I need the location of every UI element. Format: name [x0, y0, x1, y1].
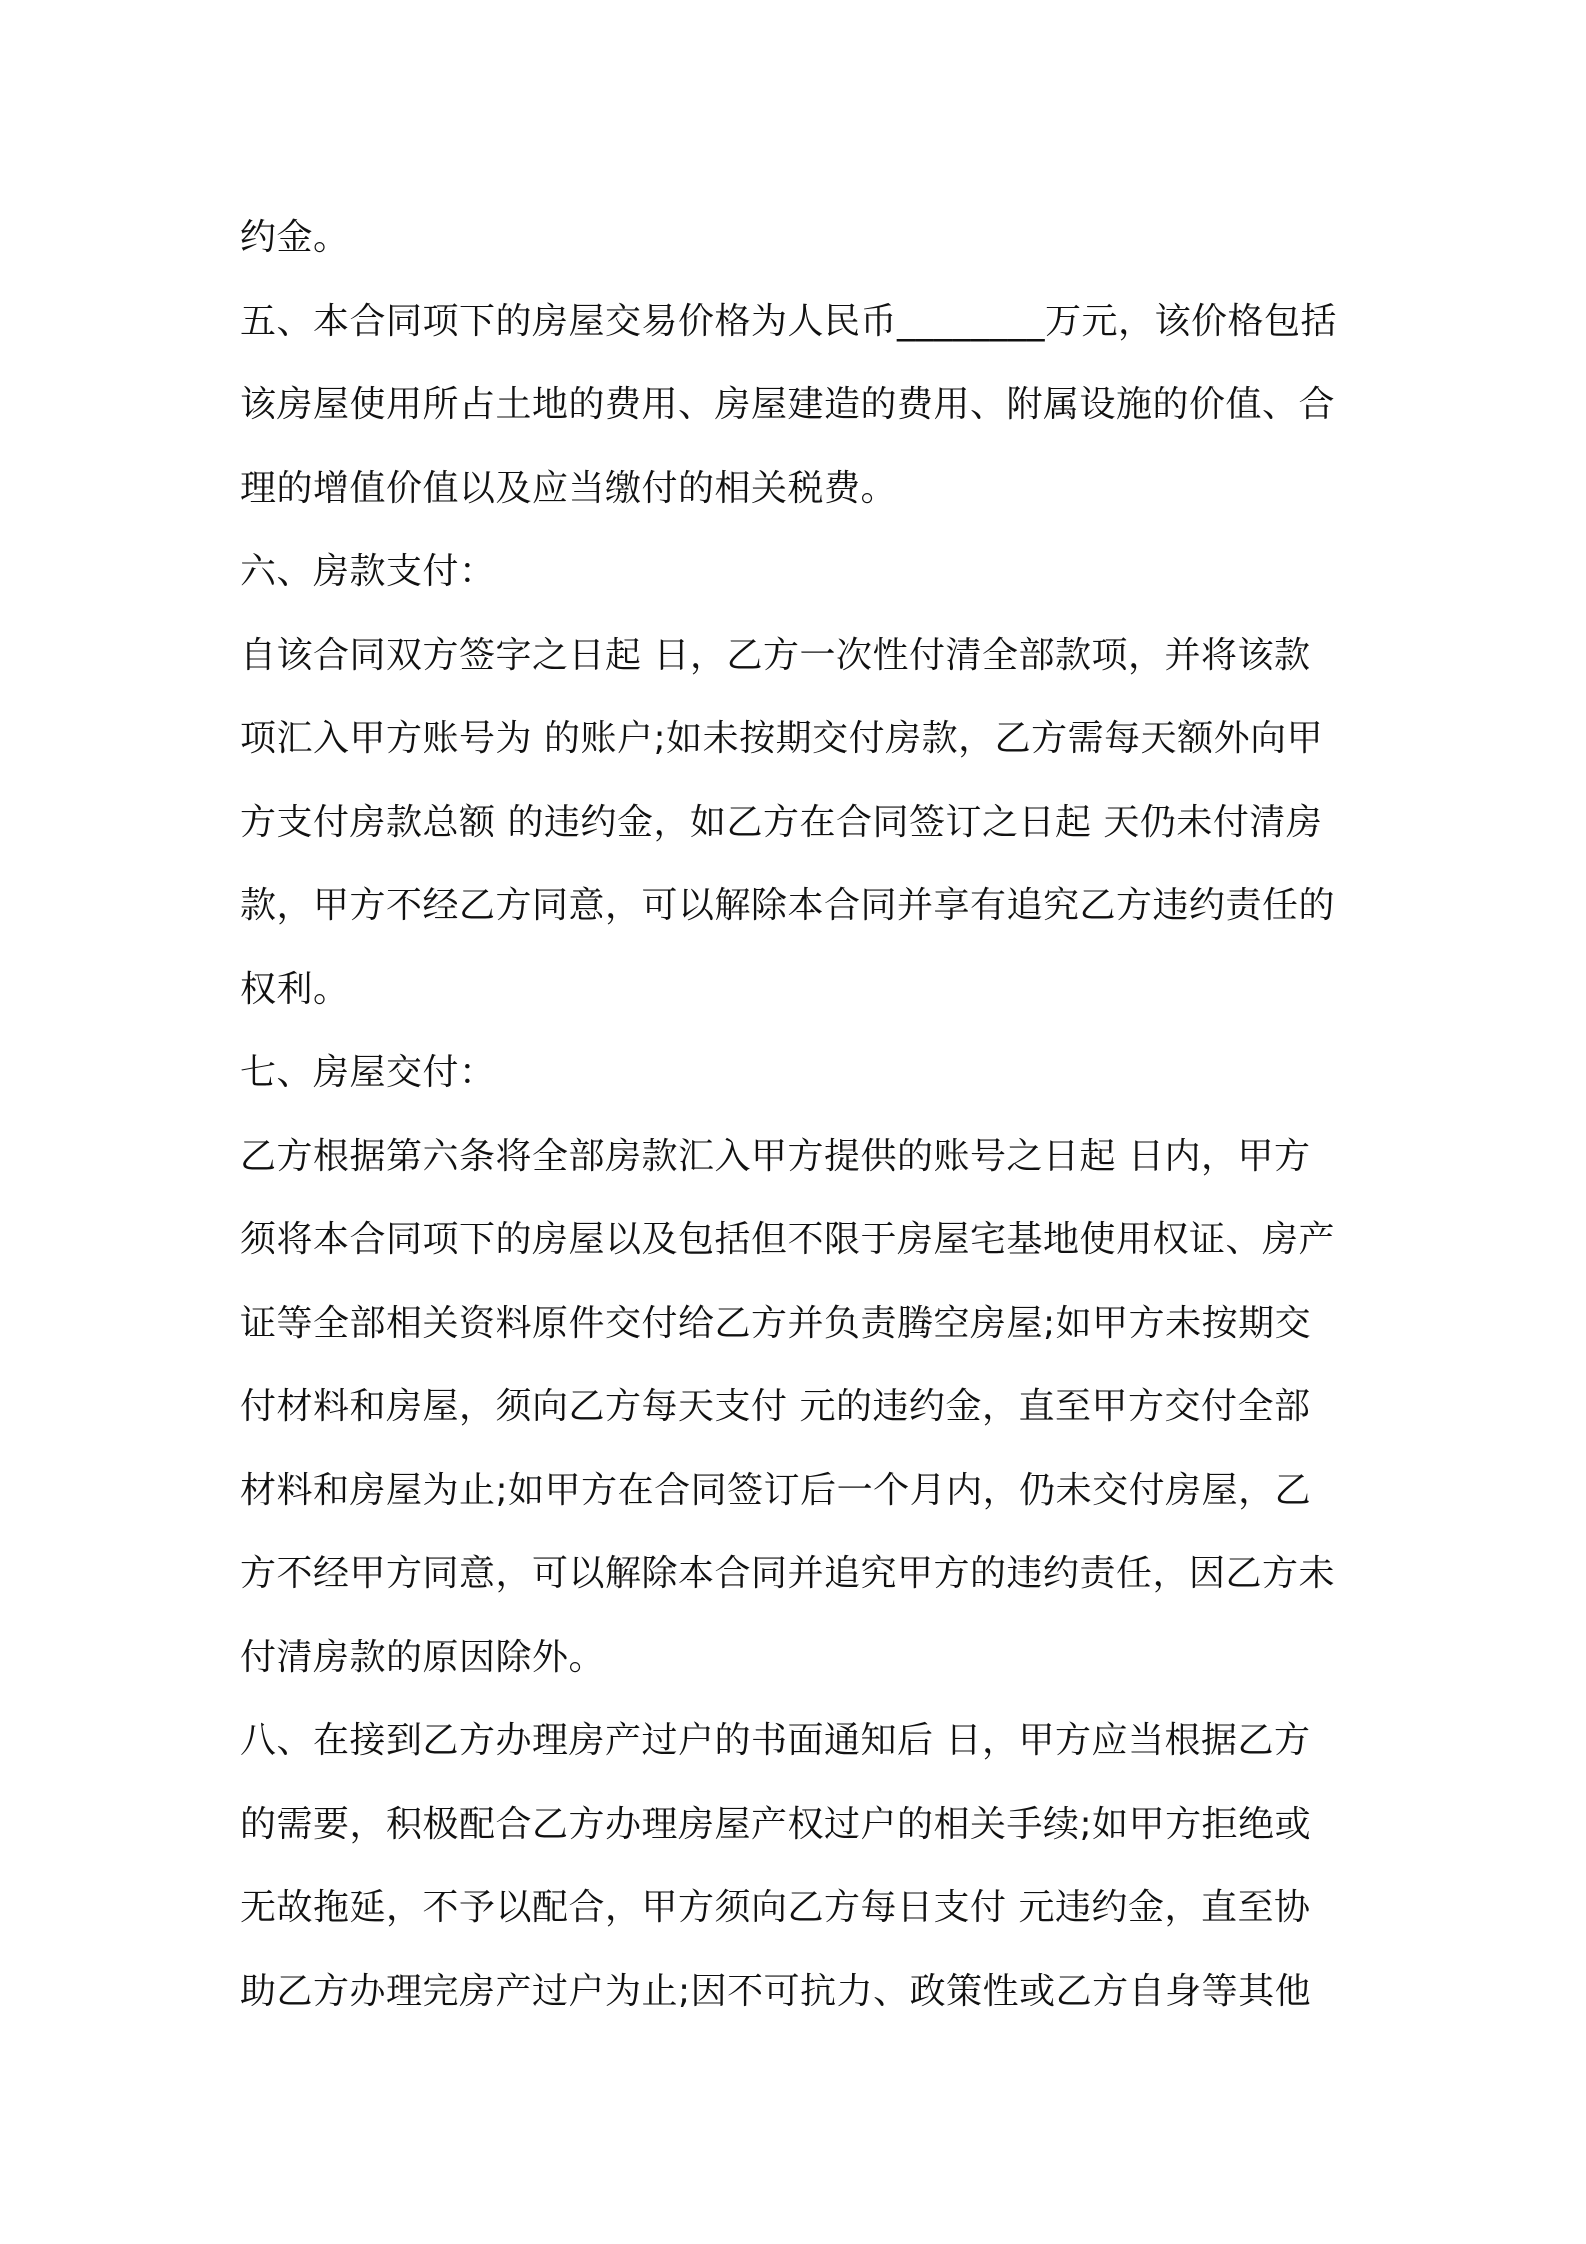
text-line: 八、在接到乙方办理房产过户的书面通知后 日，甲方应当根据乙方 [240, 1720, 1311, 1761]
text-line: 权利。 [240, 968, 350, 1010]
text-line: 五、本合同项下的房屋交易价格为人民币________万元，该价格包括 [240, 300, 1338, 342]
text-line: 理的增值价值以及应当缴付的相关税费。 [240, 467, 898, 509]
text-line: 该房屋使用所占土地的费用、房屋建造的费用、附属设施的价值、合 [240, 384, 1336, 425]
text-line: 乙方根据第六条将全部房款汇入甲方提供的账号之日起 日内，甲方 [240, 1135, 1311, 1177]
text-line: 材料和房屋为止;如甲方在合同签订后一个月内，仍未交付房屋，乙 [240, 1469, 1312, 1511]
text-line: 付材料和房屋，须向乙方每天支付 元的违约金，直至甲方交付全部 [240, 1386, 1311, 1427]
contract-text [240, 196, 1356, 2033]
text-line: 方不经甲方同意，可以解除本合同并追究甲方的违约责任，因乙方未 [240, 1553, 1336, 1594]
text-line: 自该合同双方签字之日起 日，乙方一次性付清全部款项，并将该款 [240, 634, 1311, 676]
section-heading: 七、房屋交付： [240, 1052, 496, 1093]
text-line: 的需要，积极配合乙方办理房屋产权过户的相关手续;如甲方拒绝或 [240, 1803, 1312, 1845]
text-line: 款，甲方不经乙方同意，可以解除本合同并享有追究乙方违约责任的 [240, 885, 1336, 926]
text-line: 无故拖延，不予以配合，甲方须向乙方每日支付 元违约金，直至协 [240, 1887, 1311, 1928]
text-line: 助乙方办理完房产过户为止;因不可抗力、政策性或乙方自身等其他 [240, 1970, 1312, 2012]
text-line: 方支付房款总额 的违约金，如乙方在合同签订之日起 天仍未付清房 [240, 801, 1323, 843]
text-line: 约金。 [240, 217, 350, 258]
section-heading: 六、房款支付： [240, 551, 496, 592]
text-line: 须将本合同项下的房屋以及包括但不限于房屋宅基地使用权证、房产 [240, 1219, 1336, 1260]
text-line: 证等全部相关资料原件交付给乙方并负责腾空房屋;如甲方未按期交 [240, 1302, 1312, 1344]
text-line: 项汇入甲方账号为 的账户;如未按期交付房款，乙方需每天额外向甲 [240, 718, 1324, 759]
text-line: 付清房款的原因除外。 [240, 1636, 606, 1678]
